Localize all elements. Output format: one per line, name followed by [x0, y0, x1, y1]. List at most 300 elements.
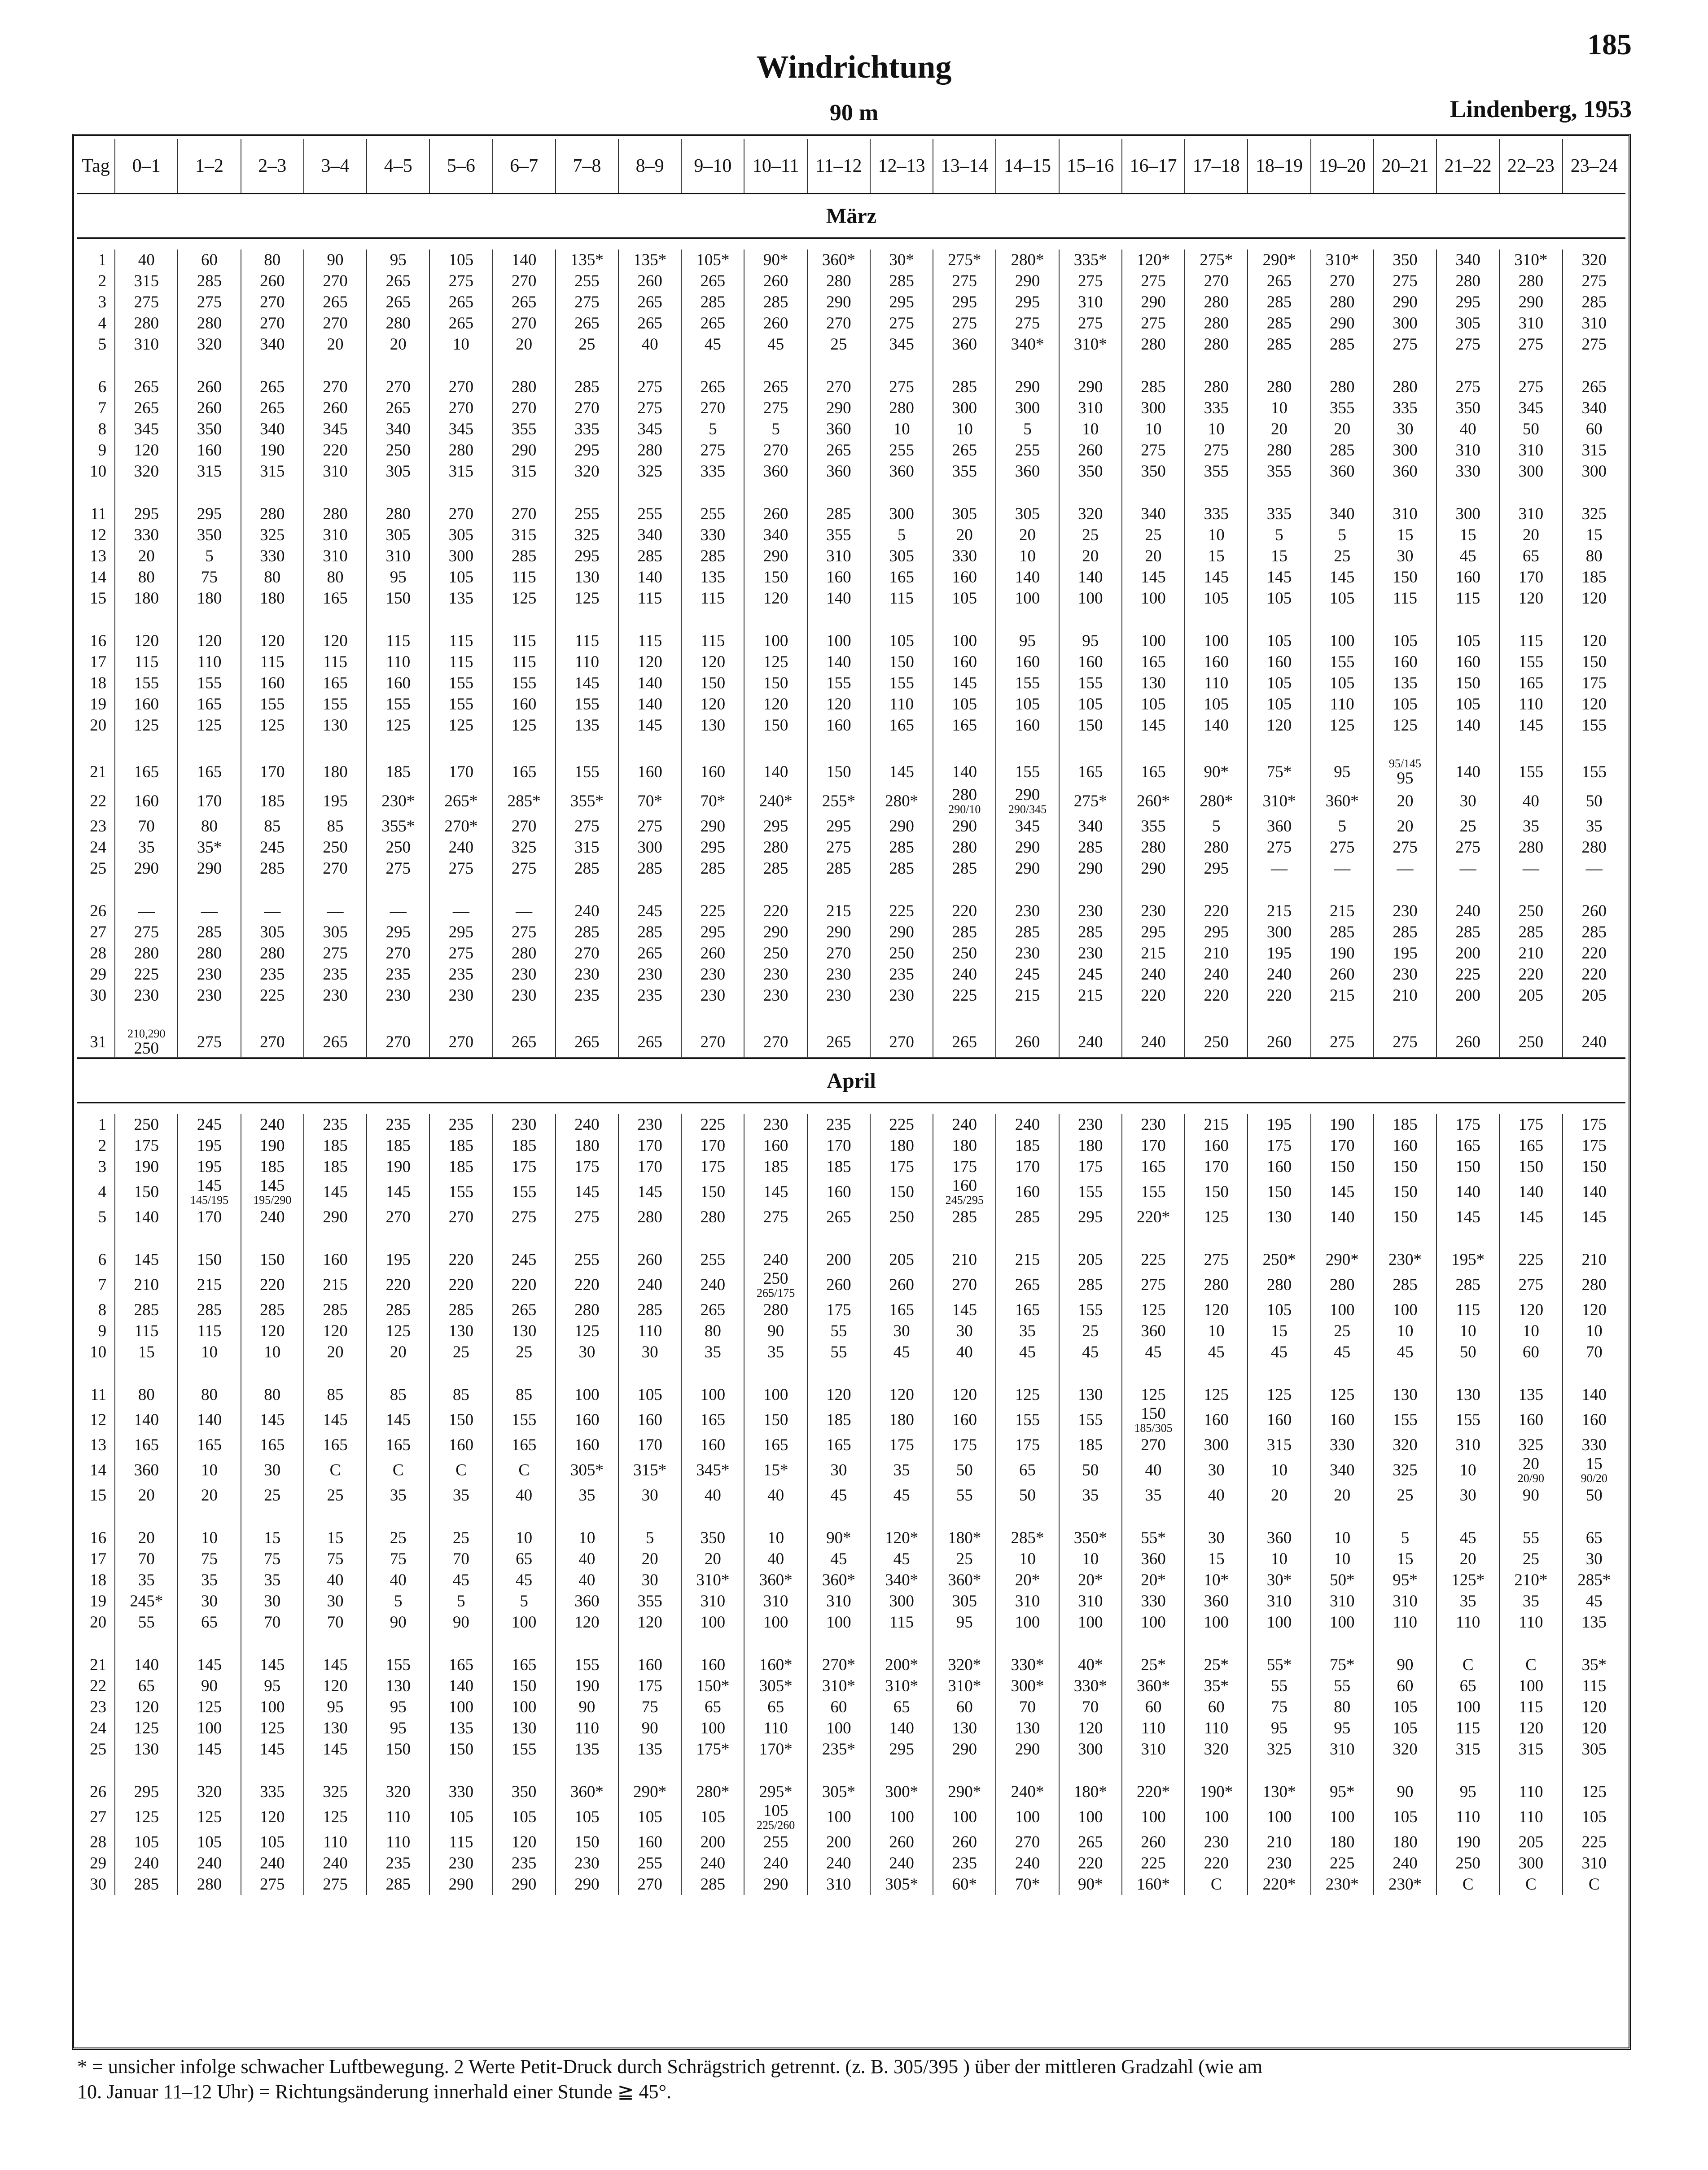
day-cell: 25 — [90, 1740, 107, 1759]
value-cell: 230 — [429, 1853, 492, 1874]
value-cell: 360 — [744, 461, 807, 482]
day-cell: 11 — [90, 505, 107, 523]
value-cell: 90* — [1059, 1874, 1122, 1895]
value-cell: 275 — [429, 858, 492, 879]
value-cell: 70 — [304, 1612, 367, 1633]
value-cell: 10 — [870, 419, 933, 440]
value-cell: 240 — [870, 1853, 933, 1874]
value-cell: 175 — [1436, 1114, 1499, 1135]
value-cell: 105 — [1122, 694, 1185, 715]
value-cell: 175 — [681, 1156, 744, 1177]
day-cell: 15 — [90, 589, 107, 608]
value-cell: 160 — [618, 1405, 681, 1435]
value-cell: 270 — [241, 313, 304, 334]
value-cell: 90 — [1374, 1654, 1436, 1676]
direction-value: 15 — [1585, 1455, 1603, 1473]
value-cell: 305 — [304, 922, 367, 943]
value-cell: 295 — [1122, 922, 1185, 943]
value-cell: 225 — [870, 901, 933, 922]
value-cell: 340 — [744, 525, 807, 546]
value-cell: 95 — [1311, 757, 1374, 787]
value-cell: 5 — [1374, 1527, 1436, 1549]
table-row — [77, 1591, 1625, 1612]
value-cell: 285 — [870, 858, 933, 879]
value-cell: 300 — [618, 837, 681, 858]
value-cell: 20 — [367, 334, 429, 355]
row-spacer — [77, 482, 1625, 503]
value-cell: 10 — [1248, 1456, 1310, 1485]
value-cell: 275 — [1122, 271, 1185, 292]
day-cell: 19 — [90, 1592, 107, 1610]
value-cell: 10 — [178, 1456, 241, 1485]
value-cell: 45 — [1122, 1342, 1185, 1363]
value-cell: 215 — [996, 985, 1059, 1006]
value-cell: 20 — [304, 334, 367, 355]
value-cell: 30 — [1436, 787, 1499, 816]
value-cell: 110 — [1311, 694, 1374, 715]
value-cell: 310 — [1499, 440, 1562, 461]
day-cell: 17 — [90, 1550, 107, 1568]
value-cell: 175 — [870, 1156, 933, 1177]
value-cell: — — [1374, 858, 1436, 879]
value-cell: 125 — [115, 1802, 178, 1832]
value-cell: 60 — [807, 1697, 870, 1718]
value-cell: 165 — [1122, 652, 1185, 673]
value-cell: 70* — [681, 787, 744, 816]
value-cell: 135 — [681, 567, 744, 588]
table-row — [77, 1249, 1625, 1270]
value-cell: 15 — [1185, 1549, 1248, 1570]
value-cell: 235 — [241, 964, 304, 985]
header-hour-6: 6–7 — [493, 139, 556, 194]
value-cell: 340* — [996, 334, 1059, 355]
value-cell: 75* — [1311, 1654, 1374, 1676]
value-cell: 40 — [115, 249, 178, 271]
value-cell: 280 — [1374, 376, 1436, 398]
value-cell: 30 — [618, 1570, 681, 1591]
value-cell: 10 — [1185, 525, 1248, 546]
value-cell: 105 — [681, 1802, 744, 1832]
day-cell: 31 — [90, 1033, 107, 1051]
value-cell: 280 — [178, 1874, 241, 1895]
value-cell: 40 — [681, 1485, 744, 1506]
value-cell: 265 — [996, 1270, 1059, 1299]
value-cell: 170 — [681, 1135, 744, 1156]
value-cell: 20* — [1059, 1570, 1122, 1591]
day-cell: 3 — [98, 293, 107, 311]
value-cell: 290 — [870, 816, 933, 837]
value-cell: 240 — [996, 1114, 1059, 1135]
value-cell: 305* — [744, 1676, 807, 1697]
value-cell: 285 — [1059, 1270, 1122, 1299]
value-cell: 80 — [241, 249, 304, 271]
value-cell: 65 — [996, 1456, 1059, 1485]
value-cell: 275 — [933, 271, 996, 292]
value-cell: 35 — [429, 1485, 492, 1506]
value-cell: 105 — [115, 1832, 178, 1853]
value-cell: 40 — [1185, 1485, 1248, 1506]
value-cell: 145 — [304, 1739, 367, 1760]
value-cell: 120 — [115, 1697, 178, 1718]
value-cell: 150 — [744, 1405, 807, 1435]
value-cell: 125 — [1122, 1384, 1185, 1405]
value-cell: 280 — [115, 943, 178, 964]
day-cell: 12 — [90, 526, 107, 544]
value-cell: 280 — [241, 943, 304, 964]
value-cell: 50 — [1563, 1485, 1625, 1506]
alternate-direction-note: 265/175 — [756, 1286, 795, 1299]
value-cell: 360 — [1248, 816, 1310, 837]
value-cell: 270* — [429, 816, 492, 837]
value-cell: 35 — [681, 1342, 744, 1363]
value-cell: 160 — [556, 1435, 618, 1456]
value-cell: 85 — [493, 1384, 556, 1405]
value-cell: 180 — [1059, 1135, 1122, 1156]
value-cell: 280* — [996, 249, 1059, 271]
value-cell: 110 — [556, 652, 618, 673]
value-cell — [744, 1802, 807, 1832]
value-cell: 165 — [493, 1654, 556, 1676]
value-cell: 120 — [556, 1612, 618, 1633]
value-cell: 150 — [241, 1249, 304, 1270]
value-cell: 170 — [429, 757, 492, 787]
value-cell: 135 — [556, 715, 618, 736]
value-cell: 120 — [1499, 588, 1562, 609]
value-cell: 115 — [556, 630, 618, 652]
value-cell: 100 — [493, 1697, 556, 1718]
value-cell: 95 — [367, 249, 429, 271]
value-cell: 220 — [933, 901, 996, 922]
value-cell: 180 — [1374, 1832, 1436, 1853]
value-cell: 155 — [1436, 1405, 1499, 1435]
value-cell: 285 — [367, 1874, 429, 1895]
value-cell: 280 — [1311, 1270, 1374, 1299]
value-cell: 270 — [493, 398, 556, 419]
value-cell: 235 — [933, 1853, 996, 1874]
value-cell: 270 — [429, 376, 492, 398]
value-cell: 310* — [681, 1570, 744, 1591]
row-spacer — [77, 1760, 1625, 1781]
value-cell: 20 — [996, 525, 1059, 546]
value-cell: 95 — [933, 1612, 996, 1633]
value-cell: 100 — [996, 1612, 1059, 1633]
value-cell: 270 — [429, 503, 492, 525]
value-cell: 230 — [178, 964, 241, 985]
value-cell: 30 — [933, 1321, 996, 1342]
day-cell: 28 — [90, 1833, 107, 1851]
value-cell: 330 — [933, 546, 996, 567]
value-cell: 350 — [178, 525, 241, 546]
value-cell: 95 — [241, 1676, 304, 1697]
value-cell: 330 — [429, 1781, 492, 1802]
value-cell: 280 — [744, 1299, 807, 1321]
value-cell: 290 — [807, 398, 870, 419]
value-cell: 35 — [115, 837, 178, 858]
value-cell: 280 — [367, 503, 429, 525]
value-cell: 40 — [556, 1549, 618, 1570]
value-cell: 80 — [115, 567, 178, 588]
value-cell: 20 — [1374, 787, 1436, 816]
value-cell: 260 — [1311, 964, 1374, 985]
value-cell: 90 — [618, 1718, 681, 1739]
value-cell: C — [1499, 1654, 1562, 1676]
value-cell: 285 — [933, 858, 996, 879]
value-cell: 220 — [493, 1270, 556, 1299]
value-cell: 160 — [744, 1135, 807, 1156]
value-cell: 25 — [1374, 1485, 1436, 1506]
value-cell: 295 — [115, 503, 178, 525]
value-cell: 105* — [681, 249, 744, 271]
day-cell: 26 — [90, 1783, 107, 1801]
value-cell: 175 — [556, 1156, 618, 1177]
value-cell: 100 — [1122, 1802, 1185, 1832]
value-cell: 205 — [1499, 985, 1562, 1006]
value-cell: 160 — [807, 567, 870, 588]
value-cell: 100 — [681, 1612, 744, 1633]
value-cell: 280 — [1122, 334, 1185, 355]
value-cell: 60 — [1122, 1697, 1185, 1718]
page-number: 185 — [1587, 28, 1632, 61]
value-cell: 260 — [744, 313, 807, 334]
value-cell: 270 — [1311, 271, 1374, 292]
value-cell: 230 — [304, 985, 367, 1006]
value-cell: 55 — [1311, 1676, 1374, 1697]
value-cell: 295 — [178, 503, 241, 525]
value-cell: 255 — [618, 503, 681, 525]
value-cell: 20 — [1059, 546, 1122, 567]
value-cell: 290 — [996, 376, 1059, 398]
value-cell: 125 — [493, 715, 556, 736]
value-cell: 230* — [367, 787, 429, 816]
value-cell: 315 — [178, 461, 241, 482]
value-cell: 175* — [681, 1739, 744, 1760]
value-cell: 300 — [1436, 503, 1499, 525]
day-cell: 24 — [90, 838, 107, 857]
value-cell: 95 — [304, 1697, 367, 1718]
value-cell: 260 — [870, 1832, 933, 1853]
value-cell: 350 — [1374, 249, 1436, 271]
value-cell: 165 — [493, 1435, 556, 1456]
value-cell: 35* — [1563, 1654, 1625, 1676]
value-cell: 260 — [744, 271, 807, 292]
value-cell: 240 — [618, 1270, 681, 1299]
value-cell: 315 — [556, 837, 618, 858]
value-cell: 230* — [1374, 1874, 1436, 1895]
value-cell: 360 — [870, 461, 933, 482]
header-hour-8: 8–9 — [618, 139, 681, 194]
value-cell: 210 — [1248, 1832, 1310, 1853]
value-cell: 265* — [429, 787, 492, 816]
alternate-direction-note: 195/290 — [253, 1194, 292, 1207]
value-cell: 315 — [493, 525, 556, 546]
day-cell: 10 — [90, 462, 107, 481]
value-cell: 40 — [618, 334, 681, 355]
value-cell: 200 — [681, 1832, 744, 1853]
value-cell: 115 — [870, 1612, 933, 1633]
day-cell: 13 — [90, 547, 107, 565]
value-cell: 165 — [807, 1435, 870, 1456]
day-cell: 22 — [90, 792, 107, 810]
value-cell: 275* — [1185, 249, 1248, 271]
table-row — [77, 525, 1625, 546]
value-cell: 80 — [304, 567, 367, 588]
value-cell: C — [367, 1456, 429, 1485]
value-cell: 10 — [744, 1527, 807, 1549]
value-cell: 230 — [1374, 964, 1436, 985]
value-cell: 255 — [556, 271, 618, 292]
value-cell: 360* — [933, 1570, 996, 1591]
value-cell: 95 — [1311, 1718, 1374, 1739]
value-cell: 285 — [1248, 313, 1310, 334]
value-cell: 280 — [870, 398, 933, 419]
value-cell: 175 — [1563, 1114, 1625, 1135]
value-cell: 310 — [1436, 440, 1499, 461]
value-cell: 170 — [618, 1135, 681, 1156]
value-cell: 140 — [429, 1676, 492, 1697]
value-cell: 215 — [1311, 985, 1374, 1006]
value-cell: 275 — [429, 943, 492, 964]
value-cell: 80 — [1563, 546, 1625, 567]
value-cell: 275 — [1122, 1270, 1185, 1299]
value-cell: 300 — [1374, 313, 1436, 334]
table-row — [77, 1832, 1625, 1853]
value-cell: 260 — [681, 943, 744, 964]
value-cell: 360 — [1185, 1591, 1248, 1612]
value-cell: 120 — [241, 1802, 304, 1832]
value-cell: 260 — [996, 1028, 1059, 1058]
value-cell: 20 — [1311, 419, 1374, 440]
value-cell: 10 — [1311, 1527, 1374, 1549]
value-cell: 105 — [1248, 630, 1310, 652]
value-cell: 105 — [1311, 673, 1374, 694]
value-cell: 25 — [1122, 525, 1185, 546]
value-cell: 280 — [1436, 271, 1499, 292]
value-cell: 310 — [304, 525, 367, 546]
value-cell: 110 — [1499, 694, 1562, 715]
value-cell: 285 — [681, 546, 744, 567]
value-cell: 310 — [115, 334, 178, 355]
value-cell: 200 — [1436, 943, 1499, 964]
value-cell: 105 — [429, 567, 492, 588]
value-cell: 265 — [681, 376, 744, 398]
value-cell: 165 — [870, 567, 933, 588]
value-cell: 215 — [304, 1270, 367, 1299]
table-row — [77, 376, 1625, 398]
value-cell: — — [1311, 858, 1374, 879]
value-cell: 90* — [1185, 757, 1248, 787]
value-cell: 285 — [556, 858, 618, 879]
value-cell: 240 — [1436, 901, 1499, 922]
value-cell: 35 — [1122, 1485, 1185, 1506]
value-cell: 95* — [1374, 1570, 1436, 1591]
value-cell: 130 — [1122, 673, 1185, 694]
value-cell: 295 — [1059, 1207, 1122, 1228]
value-cell: 290 — [933, 816, 996, 837]
value-cell: 90 — [1374, 1781, 1436, 1802]
value-cell: 125 — [178, 1697, 241, 1718]
altitude-label: 90 m — [829, 100, 879, 126]
table-row — [77, 943, 1625, 964]
value-cell: 285 — [996, 1207, 1059, 1228]
value-cell: 240 — [556, 1114, 618, 1135]
value-cell: 360 — [1374, 461, 1436, 482]
value-cell: 305 — [241, 922, 304, 943]
value-cell: 125 — [178, 1802, 241, 1832]
value-cell: 320 — [178, 1781, 241, 1802]
day-cell: 30 — [90, 1875, 107, 1894]
value-cell: 285 — [178, 1299, 241, 1321]
value-cell: 275 — [556, 816, 618, 837]
value-cell: 265 — [115, 376, 178, 398]
value-cell: 240 — [178, 1853, 241, 1874]
value-cell: 360* — [807, 1570, 870, 1591]
value-cell: 235 — [429, 964, 492, 985]
value-cell: 210 — [1563, 1249, 1625, 1270]
value-cell: 160 — [1185, 1135, 1248, 1156]
footnote — [77, 2054, 1630, 2104]
value-cell: 220* — [1122, 1781, 1185, 1802]
value-cell: 5 — [996, 419, 1059, 440]
value-cell: 265 — [556, 313, 618, 334]
value-cell: 275 — [178, 292, 241, 313]
value-cell: 125 — [304, 1802, 367, 1832]
table-row — [77, 1549, 1625, 1570]
value-cell: 45 — [429, 1570, 492, 1591]
value-cell: 160 — [996, 652, 1059, 673]
value-cell: 135 — [1374, 673, 1436, 694]
value-cell: 310 — [304, 546, 367, 567]
value-cell: 240 — [1563, 1028, 1625, 1058]
value-cell: 230 — [178, 985, 241, 1006]
value-cell: 5 — [1185, 816, 1248, 837]
value-cell: 265 — [618, 943, 681, 964]
value-cell: 120 — [1499, 1299, 1562, 1321]
value-cell: 290 — [996, 837, 1059, 858]
value-cell: 275 — [493, 1207, 556, 1228]
value-cell: 25 — [493, 1342, 556, 1363]
value-cell: 295* — [744, 1781, 807, 1802]
value-cell: 280 — [1185, 1270, 1248, 1299]
value-cell: 320 — [1563, 249, 1625, 271]
value-cell: 270 — [996, 1832, 1059, 1853]
value-cell: 130 — [367, 1676, 429, 1697]
value-cell: 160 — [681, 1654, 744, 1676]
value-cell: 140 — [115, 1405, 178, 1435]
value-cell: 270 — [367, 943, 429, 964]
value-cell: 250 — [1436, 1853, 1499, 1874]
value-cell: 155 — [1059, 1177, 1122, 1207]
value-cell: 100 — [1436, 1697, 1499, 1718]
value-cell: 10 — [1185, 1321, 1248, 1342]
value-cell: 330 — [1311, 1435, 1374, 1456]
value-cell: 275 — [367, 858, 429, 879]
value-cell: 140 — [1185, 715, 1248, 736]
alternate-direction-note: 145/195 — [190, 1194, 229, 1207]
value-cell: 40 — [493, 1485, 556, 1506]
value-cell: — — [304, 901, 367, 922]
value-cell: 105 — [618, 1384, 681, 1405]
value-cell: 230 — [115, 985, 178, 1006]
value-cell: 30 — [618, 1485, 681, 1506]
value-cell: 20 — [1436, 1549, 1499, 1570]
value-cell: 130 — [493, 1321, 556, 1342]
value-cell: 265 — [493, 1299, 556, 1321]
value-cell: 245 — [996, 964, 1059, 985]
value-cell: 275 — [744, 398, 807, 419]
value-cell: 260 — [1436, 1028, 1499, 1058]
value-cell: 300* — [870, 1781, 933, 1802]
value-cell: 25 — [1311, 546, 1374, 567]
